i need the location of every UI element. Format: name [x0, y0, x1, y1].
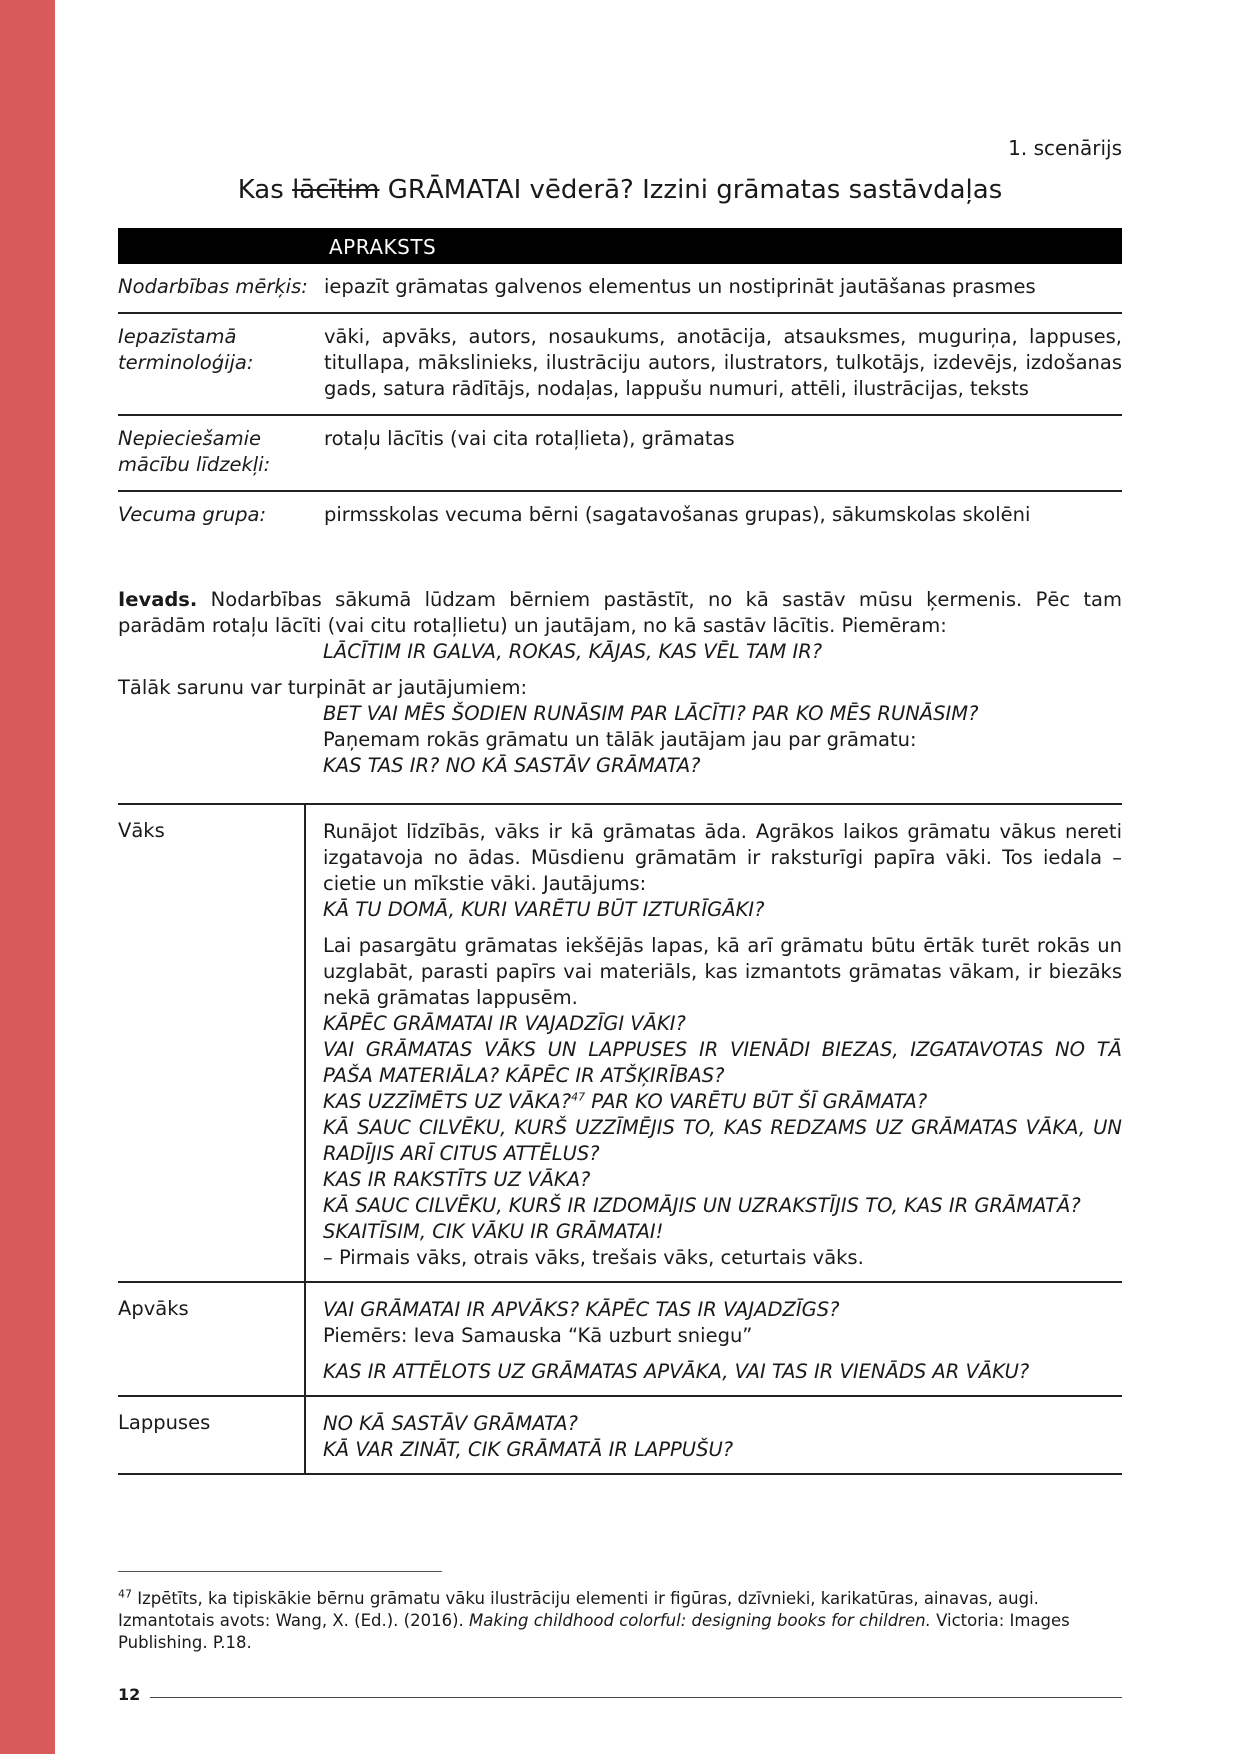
question-part: PAR KO VARĒTU BŪT ŠĪ GRĀMATA? — [585, 1090, 928, 1113]
paragraph: Lai pasargātu grāmatas iekšējās lapas, kā arī grāmatu būtu ērtāk turēt rokās un uzglabāt, parasti papīrs vai materiāls, kas izmantots grāmatas vākam, ir biezāks nekā grāmatas lappusēm. — [323, 934, 1122, 1009]
question: KĀ SAUC CILVĒKU, KURŠ UZZĪMĒJIS TO, KAS REDZAMS UZ GRĀMATAS VĀKA, UN RADĪJIS ARĪ CITUS ATTĒLUS? — [323, 1116, 1122, 1165]
intro-paragraph — [118, 675, 1122, 779]
description-table — [118, 228, 1122, 540]
question: VAI GRĀMATAI IR APVĀKS? KĀPĒC TAS IR VAJADZĪGS? — [323, 1298, 840, 1321]
footnote-ref: 47 — [571, 1090, 586, 1104]
footnote-source-publisher: Victoria: Images Publishing. P.18. — [118, 1611, 1070, 1652]
question: KĀPĒC GRĀMATAI IR VAJADZĪGI VĀKI? — [323, 1012, 686, 1035]
component-row-cover — [118, 805, 1122, 1283]
content-block — [323, 933, 1122, 1271]
content-block — [323, 1359, 1122, 1385]
content-block — [323, 819, 1122, 923]
side-color-bar — [0, 0, 55, 1754]
row-value: iepazīt grāmatas galvenos elementus un nostiprināt jautāšanas prasmes — [324, 275, 1036, 298]
footnote — [118, 1588, 1122, 1654]
question-part: KAS UZZĪMĒTS UZ VĀKA? — [323, 1090, 572, 1113]
component-content — [306, 1283, 1122, 1395]
footnote-divider — [118, 1571, 442, 1572]
paragraph: Runājot līdzībās, vāks ir kā grāmatas āda. Agrākos laikos grāmatu vākus nereti izgatavoja no ādas. Mūsdienu grāmatām ir raksturīgi papīra vāki. Tos iedala – cietie un mīkstie vāki. Jautājums: — [323, 820, 1122, 895]
question: KĀ VAR ZINĀT, CIK GRĀMATĀ IR LAPPUŠU? — [323, 1438, 734, 1461]
intro-lead: Ievads. — [118, 588, 198, 611]
row-value: pirmsskolas vecuma bērni (sagatavošanas grupas), sākumskolas skolēni — [324, 503, 1031, 526]
answer: – Pirmais vāks, otrais vāks, trešais vāks, ceturtais vāks. — [323, 1246, 864, 1269]
row-value: rotaļu lācītis (vai cita rotaļlieta), grāmatas — [324, 427, 735, 450]
title-suffix: GRĀMATAI vēderā? Izzini grāmatas sastāvdaļas — [379, 175, 1003, 205]
title-prefix: Kas — [237, 175, 293, 205]
question: KĀ SAUC CILVĒKU, KURŠ IR IZDOMĀJIS UN UZRAKSTĪJIS TO, KAS IR GRĀMATĀ? — [323, 1194, 1081, 1217]
component-label: Lappuses — [118, 1397, 306, 1473]
title-strikethrough-word: lācītim — [292, 175, 380, 205]
footnote-number: 47 — [118, 1587, 132, 1601]
row-value: vāki, apvāks, autors, nosaukums, anotācija, atsauksmes, muguriņa, lappuses, titullapa, mākslinieks, ilustrāciju autors, ilustrators, tulkotājs, izdevējs, izdošanas gads, satura rādītājs, nodaļas, lappušu numuri, attēli, ilustrācijas, teksts — [324, 325, 1122, 400]
question: SKAITĪSIM, CIK VĀKU IR GRĀMATAI! — [323, 1220, 664, 1243]
component-content — [306, 805, 1122, 1281]
page-footer-line — [150, 1697, 1122, 1698]
component-label: Apvāks — [118, 1283, 306, 1395]
question: NO KĀ SASTĀV GRĀMATA? — [323, 1412, 578, 1435]
footnote-source: Izmantotais avots: Wang, X. (Ed.). (2016). — [118, 1611, 470, 1630]
question — [323, 1089, 1122, 1115]
intro-text: Nodarbības sākumā lūdzam bērniem pastāstīt, no kā sastāv mūsu ķermenis. Pēc tam parādām rotaļu lācīti (vai citu rotaļlietu) un jautājam, no kā sastāv lācītis. Piemēram: — [118, 588, 1122, 637]
example: Piemērs: Ieva Samauska “Kā uzburt sniegu” — [323, 1324, 753, 1347]
description-heading: APRAKSTS — [118, 228, 1122, 264]
description-row-materials — [118, 416, 1122, 492]
page-title — [118, 175, 1122, 205]
intro-section — [118, 587, 1122, 789]
intro-question: KAS TAS IR? NO KĀ SASTĀV GRĀMATA? — [323, 754, 701, 777]
row-label: Vecuma grupa: — [118, 503, 267, 526]
row-label: Nodarbības mērķis: — [118, 275, 308, 298]
intro-take-book: Paņemam rokās grāmatu un tālāk jautājam jau par grāmatu: — [323, 728, 917, 751]
scenario-label: 1. scenārijs — [1008, 136, 1122, 160]
question: KAS IR RAKSTĪTS UZ VĀKA? — [323, 1168, 591, 1191]
intro-question: LĀCĪTIM IR GALVA, ROKAS, KĀJAS, KAS VĒL TAM IR? — [323, 640, 823, 663]
intro-continue: Tālāk sarunu var turpināt ar jautājumiem: — [118, 676, 528, 699]
row-label: Iepazīstamā terminoloģija: — [118, 325, 254, 374]
question: KĀ TU DOMĀ, KURI VARĒTU BŪT IZTURĪGĀKI? — [323, 898, 765, 921]
page-number: 12 — [118, 1685, 141, 1704]
component-label: Vāks — [118, 805, 306, 1281]
content-block — [323, 1411, 1122, 1463]
description-row-terminology — [118, 314, 1122, 416]
row-label: Nepieciešamie mācību līdzekļi: — [118, 427, 271, 476]
footnote-text: Izpētīts, ka tipiskākie bērnu grāmatu vāku ilustrāciju elementi ir figūras, dzīvnieki, karikatūras, ainavas, augi. — [132, 1589, 1039, 1608]
components-table — [118, 803, 1122, 1475]
content-block — [323, 1297, 1122, 1349]
component-content — [306, 1397, 1122, 1473]
footnote-source-title: Making childhood colorful: designing books for children. — [469, 1611, 931, 1630]
intro-paragraph — [118, 587, 1122, 665]
component-row-pages — [118, 1397, 1122, 1473]
question: VAI GRĀMATAS VĀKS UN LAPPUSES IR VIENĀDI BIEZAS, IZGATAVOTAS NO TĀ PAŠA MATERIĀLA? KĀPĒC IR ATŠĶIRĪBAS? — [323, 1038, 1122, 1087]
description-row-goal — [118, 264, 1122, 314]
component-row-dust-jacket — [118, 1283, 1122, 1397]
description-row-age-group — [118, 492, 1122, 540]
question: KAS IR ATTĒLOTS UZ GRĀMATAS APVĀKA, VAI TAS IR VIENĀDS AR VĀKU? — [323, 1360, 1030, 1383]
intro-question: BET VAI MĒS ŠODIEN RUNĀSIM PAR LĀCĪTI? PAR KO MĒS RUNĀSIM? — [323, 702, 979, 725]
